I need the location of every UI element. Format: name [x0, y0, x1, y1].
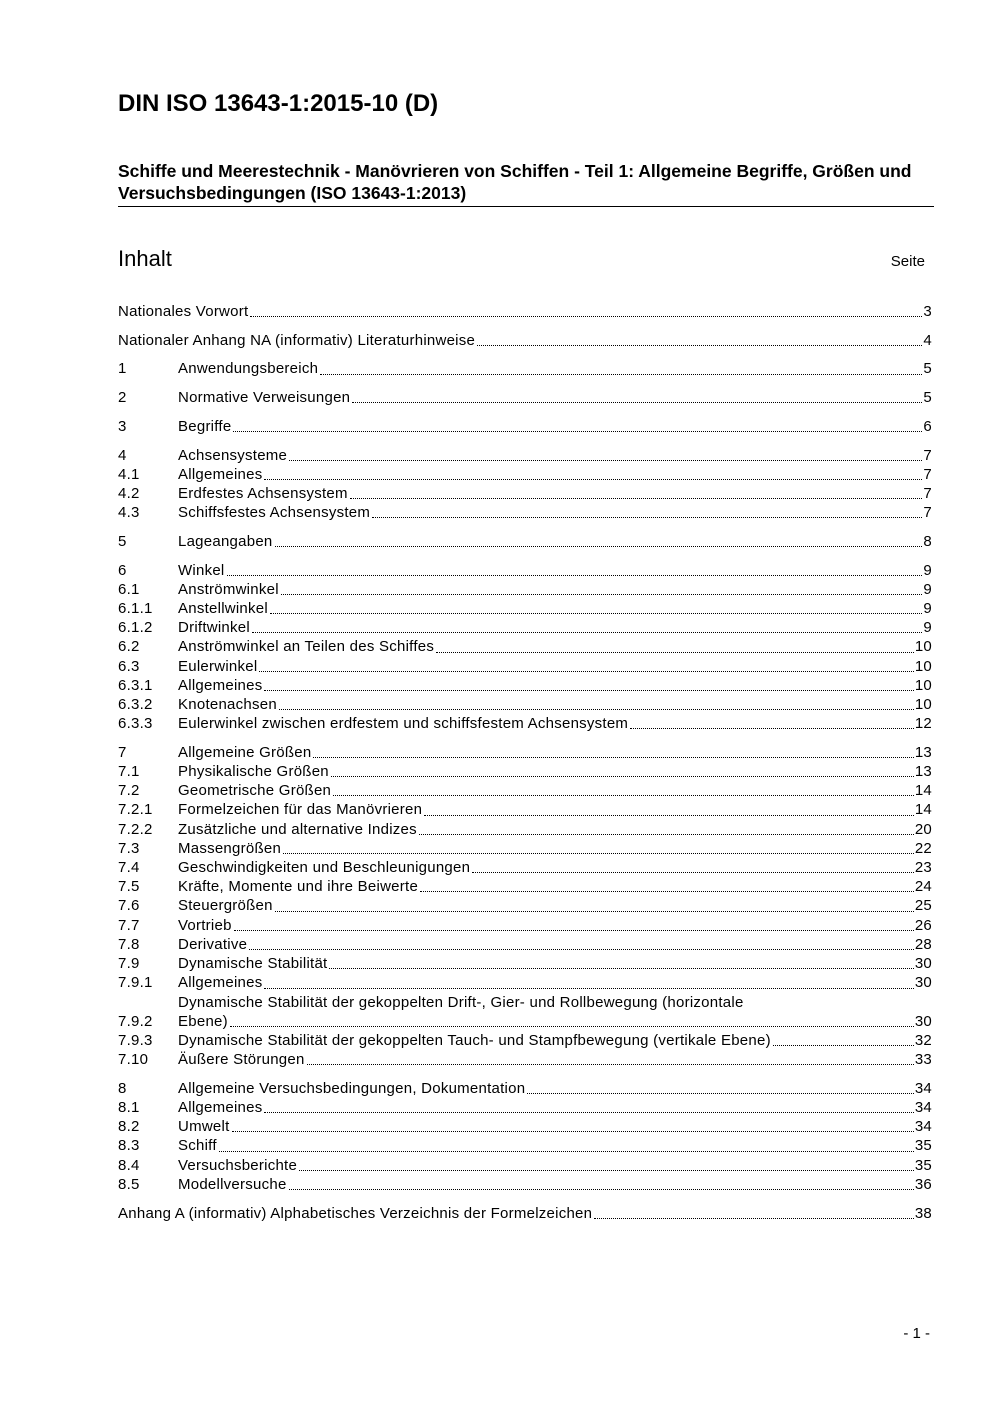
toc-leader-dots — [270, 613, 922, 614]
toc-entry[interactable] — [118, 532, 932, 551]
toc-entry[interactable] — [118, 561, 932, 580]
toc-entry-page: 22 — [914, 839, 932, 857]
toc-entry-number: 6.2 — [118, 638, 140, 656]
toc-entry-number: 7.8 — [118, 935, 140, 953]
toc-entry-page: 36 — [914, 1175, 932, 1193]
toc-leader-dots — [289, 1189, 914, 1190]
toc-entry-page: 14 — [914, 801, 932, 819]
toc-section-group — [118, 359, 932, 378]
toc-entry-title: Lageangaben — [178, 532, 273, 550]
toc-section-group — [118, 743, 932, 1069]
toc-entry[interactable] — [118, 1031, 932, 1050]
toc-entry-page: 12 — [914, 715, 932, 733]
toc-entry-title: Dynamische Stabilität der gekoppelten Drift-, Gier- und Rollbewegung (horizontale — [178, 993, 744, 1011]
toc-entry-page: 7 — [923, 504, 932, 522]
toc-entry[interactable] — [118, 695, 932, 714]
toc-leader-dots — [249, 949, 914, 950]
toc-entry-page: 30 — [914, 974, 932, 992]
toc-entry[interactable] — [118, 916, 932, 935]
toc-leader-dots — [252, 632, 922, 633]
toc-entry-number: 7.9.1 — [118, 974, 153, 992]
toc-entry-number: 8.2 — [118, 1118, 140, 1136]
toc-section-group — [118, 302, 932, 321]
toc-leader-dots — [773, 1045, 914, 1046]
toc-leader-dots — [250, 316, 922, 317]
toc-leader-dots — [350, 498, 923, 499]
toc-entry-page: 25 — [914, 897, 932, 915]
toc-entry-number: 6.3.2 — [118, 695, 153, 713]
toc-leader-dots — [299, 1170, 914, 1171]
toc-entry-page: 20 — [914, 820, 932, 838]
toc-leader-dots — [419, 834, 914, 835]
toc-entry[interactable] — [118, 714, 932, 733]
toc-entry-page: 9 — [923, 580, 932, 598]
toc-entry[interactable] — [118, 954, 932, 973]
toc-leader-dots — [275, 546, 923, 547]
toc-entry-page: 9 — [923, 599, 932, 617]
toc-entry[interactable] — [118, 781, 932, 800]
toc-entry[interactable] — [118, 657, 932, 676]
toc-entry-number: 5 — [118, 532, 127, 550]
toc-leader-dots — [259, 671, 913, 672]
toc-entry-number: 8.5 — [118, 1175, 140, 1193]
toc-entry[interactable] — [118, 1175, 932, 1194]
toc-entry-page: 7 — [923, 465, 932, 483]
toc-entry-number: 2 — [118, 389, 127, 407]
toc-entry-title: Massengrößen — [178, 839, 282, 857]
toc-entry-title: Anströmwinkel — [178, 580, 279, 598]
toc-leader-dots — [219, 1151, 914, 1152]
toc-entry-title: Derivative — [178, 935, 248, 953]
toc-entry-title: Anstellwinkel — [178, 599, 268, 617]
toc-entry-page: 10 — [914, 638, 932, 656]
toc-entry-title: Dynamische Stabilität — [178, 955, 328, 973]
toc-entry-page: 10 — [914, 657, 932, 675]
toc-entry[interactable] — [118, 858, 932, 877]
toc-entry-title: Modellversuche — [178, 1175, 287, 1193]
toc-section-group — [118, 1079, 932, 1194]
toc-leader-dots — [313, 757, 913, 758]
toc-entry-title: Äußere Störungen — [178, 1051, 305, 1069]
toc-entry[interactable] — [118, 618, 932, 637]
toc-leader-dots — [372, 517, 922, 518]
toc-entry-title: Vortrieb — [178, 916, 232, 934]
toc-entry-page: 4 — [923, 331, 932, 349]
toc-entry-page: 30 — [914, 955, 932, 973]
toc-entry-title: Allgemeine Größen — [178, 743, 312, 761]
toc-entry-number: 6.3.1 — [118, 676, 153, 694]
toc-entry-number: 7 — [118, 743, 127, 761]
toc-entry-page: 24 — [914, 878, 932, 896]
toc-entry-number: 6.1.2 — [118, 619, 153, 637]
toc-leader-dots — [472, 872, 914, 873]
toc-entry[interactable] — [118, 762, 932, 781]
toc-leader-dots — [230, 1026, 914, 1027]
table-of-contents — [118, 302, 932, 1232]
toc-leader-dots — [333, 795, 914, 796]
toc-entry-title: Geschwindigkeiten und Beschleunigungen — [178, 859, 471, 877]
toc-entry[interactable] — [118, 743, 932, 762]
toc-entry-title: Nationaler Anhang NA (informativ) Literaturhinweise — [118, 331, 476, 349]
toc-entry-title: Normative Verweisungen — [178, 389, 351, 407]
toc-entry-page: 34 — [914, 1099, 932, 1117]
toc-entry-title: Knotenachsen — [178, 695, 277, 713]
toc-entry-number: 4 — [118, 446, 127, 464]
toc-entry[interactable] — [118, 896, 932, 915]
toc-heading: Inhalt — [118, 246, 172, 271]
toc-leader-dots — [281, 594, 923, 595]
toc-leader-dots — [234, 930, 914, 931]
toc-leader-dots — [233, 431, 922, 432]
toc-entry[interactable] — [118, 388, 932, 407]
toc-entry-page: 34 — [914, 1118, 932, 1136]
toc-leader-dots — [424, 815, 914, 816]
toc-section-group — [118, 561, 932, 734]
toc-entry-number: 7.10 — [118, 1051, 149, 1069]
toc-entry[interactable] — [118, 302, 932, 321]
toc-entry-title: Anhang A (informativ) Alphabetisches Verzeichnis der Formelzeichen — [118, 1204, 593, 1222]
toc-entry-title: Kräfte, Momente und ihre Beiwerte — [178, 878, 419, 896]
toc-leader-dots — [320, 374, 922, 375]
toc-leader-dots — [264, 1112, 913, 1113]
toc-entry-title: Achsensysteme — [178, 446, 288, 464]
title-divider — [118, 206, 934, 207]
toc-entry-number: 7.9.2 — [118, 1012, 153, 1030]
toc-entry-number: 6 — [118, 561, 127, 579]
toc-entry-title: Nationales Vorwort — [118, 303, 249, 320]
page-number: - 1 - — [903, 1325, 930, 1342]
document-title: DIN ISO 13643-1:2015-10 (D) — [118, 90, 439, 117]
toc-entry[interactable] — [118, 973, 932, 992]
toc-entry-page: 7 — [923, 484, 932, 502]
toc-entry-title: Eulerwinkel zwischen erdfestem und schiffsfestem Achsensystem — [178, 715, 629, 733]
toc-leader-dots — [264, 479, 922, 480]
toc-entry[interactable] — [118, 800, 932, 819]
toc-entry-number: 7.1 — [118, 763, 140, 781]
toc-entry-title: Allgemeines — [178, 974, 263, 992]
toc-leader-dots — [275, 911, 914, 912]
toc-entry-number: 6.1.1 — [118, 599, 153, 617]
toc-leader-dots — [477, 345, 922, 346]
toc-entry-page: 28 — [914, 935, 932, 953]
toc-entry[interactable] — [118, 331, 932, 350]
toc-entry-page: 32 — [914, 1031, 932, 1049]
toc-entry-page: 9 — [923, 561, 932, 579]
toc-entry-title: Allgemeines — [178, 465, 263, 483]
toc-entry-number: 6.3 — [118, 657, 140, 675]
toc-leader-dots — [264, 988, 913, 989]
toc-entry[interactable] — [118, 839, 932, 858]
toc-section-group — [118, 1204, 932, 1223]
toc-leader-dots — [283, 853, 914, 854]
toc-section-group — [118, 532, 932, 551]
toc-entry[interactable] — [118, 503, 932, 522]
toc-entry-page: 33 — [914, 1051, 932, 1069]
toc-entry-page: 23 — [914, 859, 932, 877]
toc-entry-number: 8 — [118, 1079, 127, 1097]
toc-entry-title: Anwendungsbereich — [178, 360, 319, 378]
toc-section-group — [118, 417, 932, 436]
toc-entry-number: 4.2 — [118, 484, 140, 502]
toc-entry-page: 26 — [914, 916, 932, 934]
toc-entry[interactable] — [118, 993, 932, 1031]
toc-entry-page: 34 — [914, 1079, 932, 1097]
toc-page-column-label: Seite — [890, 253, 925, 270]
toc-leader-dots — [329, 968, 913, 969]
toc-entry[interactable] — [118, 1204, 932, 1223]
toc-entry[interactable] — [118, 1117, 932, 1136]
toc-leader-dots — [436, 652, 914, 653]
toc-entry-title-continuation: Ebene) — [178, 1012, 228, 1030]
toc-leader-dots — [420, 891, 914, 892]
toc-entry[interactable] — [118, 1050, 932, 1069]
toc-entry-number: 7.5 — [118, 878, 140, 896]
toc-section-group — [118, 388, 932, 407]
toc-entry[interactable] — [118, 599, 932, 618]
toc-entry-page: 6 — [923, 417, 932, 435]
toc-leader-dots — [594, 1218, 914, 1219]
toc-entry-number: 7.2 — [118, 782, 140, 800]
toc-entry[interactable] — [118, 359, 932, 378]
toc-leader-dots — [227, 575, 923, 576]
toc-entry-number: 7.2.2 — [118, 820, 153, 838]
toc-entry-number: 7.7 — [118, 916, 140, 934]
toc-entry-title: Anströmwinkel an Teilen des Schiffes — [178, 638, 435, 656]
toc-entry-number: 7.9.3 — [118, 1031, 153, 1049]
toc-entry-page: 35 — [914, 1137, 932, 1155]
toc-entry-page: 3 — [923, 303, 932, 320]
toc-entry-title: Begriffe — [178, 417, 232, 435]
toc-entry-page: 8 — [923, 532, 932, 550]
toc-entry-number: 6.3.3 — [118, 715, 153, 733]
toc-entry-title: Schiff — [178, 1137, 217, 1155]
toc-entry-page: 30 — [914, 1012, 932, 1030]
toc-leader-dots — [630, 728, 914, 729]
toc-leader-dots — [232, 1131, 914, 1132]
document-subtitle: Schiffe und Meerestechnik - Manövrieren von Schiffen - Teil 1: Allgemeine Begriffe, Größen und Versuchsbedingungen (ISO 13643-1:2013) — [118, 161, 912, 203]
toc-entry[interactable] — [118, 580, 932, 599]
toc-leader-dots — [279, 709, 914, 710]
toc-entry-number: 7.4 — [118, 859, 140, 877]
toc-entry-number: 1 — [118, 360, 127, 378]
toc-entry-title: Formelzeichen für das Manövrieren — [178, 801, 423, 819]
toc-entry-title: Steuergrößen — [178, 897, 273, 915]
toc-entry-title: Allgemeine Versuchsbedingungen, Dokumentation — [178, 1079, 526, 1097]
toc-entry[interactable] — [118, 676, 932, 695]
toc-entry[interactable] — [118, 417, 932, 436]
toc-entry[interactable] — [118, 446, 932, 465]
toc-entry-page: 13 — [914, 763, 932, 781]
toc-leader-dots — [352, 402, 922, 403]
toc-entry-title: Allgemeines — [178, 1099, 263, 1117]
toc-leader-dots — [289, 460, 922, 461]
toc-entry-page: 7 — [923, 446, 932, 464]
toc-entry[interactable] — [118, 484, 932, 503]
toc-entry[interactable] — [118, 935, 932, 954]
toc-entry-title: Erdfestes Achsensystem — [178, 484, 348, 502]
toc-entry-number: 7.6 — [118, 897, 140, 915]
toc-entry-title: Driftwinkel — [178, 619, 250, 637]
toc-entry-number: 8.1 — [118, 1099, 140, 1117]
toc-entry-title: Geometrische Größen — [178, 782, 332, 800]
toc-entry-page: 10 — [914, 676, 932, 694]
toc-entry-page: 5 — [923, 360, 932, 378]
toc-entry-title: Dynamische Stabilität der gekoppelten Tauch- und Stampfbewegung (vertikale Ebene) — [178, 1031, 771, 1049]
toc-entry[interactable] — [118, 1079, 932, 1098]
toc-entry[interactable] — [118, 1136, 932, 1155]
toc-entry[interactable] — [118, 820, 932, 839]
toc-entry-page: 38 — [914, 1204, 932, 1222]
toc-section-group — [118, 446, 932, 523]
toc-entry-number: 8.4 — [118, 1156, 140, 1174]
toc-entry-number: 4.3 — [118, 504, 140, 522]
toc-leader-dots — [264, 690, 913, 691]
toc-entry-page: 14 — [914, 782, 932, 800]
toc-entry-number: 6.1 — [118, 580, 140, 598]
toc-entry-title-continuation-line — [178, 1012, 932, 1031]
toc-entry[interactable] — [118, 465, 932, 484]
toc-leader-dots — [331, 776, 914, 777]
toc-entry-title: Eulerwinkel — [178, 657, 258, 675]
toc-entry-title: Zusätzliche und alternative Indizes — [178, 820, 417, 838]
toc-entry[interactable] — [118, 877, 932, 896]
toc-entry[interactable] — [118, 1098, 932, 1117]
toc-entry[interactable] — [118, 1156, 932, 1175]
toc-entry-title: Physikalische Größen — [178, 763, 329, 781]
toc-entry-page: 9 — [923, 619, 932, 637]
toc-entry-page: 13 — [914, 743, 932, 761]
toc-entry-number: 7.3 — [118, 839, 140, 857]
toc-section-group — [118, 331, 932, 350]
toc-entry[interactable] — [118, 637, 932, 656]
toc-entry-number: 8.3 — [118, 1137, 140, 1155]
toc-entry-title: Schiffsfestes Achsensystem — [178, 504, 371, 522]
toc-entry-page: 10 — [914, 695, 932, 713]
toc-entry-title: Umwelt — [178, 1118, 230, 1136]
toc-leader-dots — [527, 1093, 914, 1094]
toc-entry-page: 35 — [914, 1156, 932, 1174]
toc-entry-title: Winkel — [178, 561, 225, 579]
toc-entry-title: Versuchsberichte — [178, 1156, 298, 1174]
toc-entry-title: Allgemeines — [178, 676, 263, 694]
toc-entry-number: 3 — [118, 417, 127, 435]
toc-leader-dots — [307, 1064, 914, 1065]
toc-entry-number: 7.9 — [118, 955, 140, 973]
toc-entry-page: 5 — [923, 389, 932, 407]
toc-entry-number: 7.2.1 — [118, 801, 153, 819]
toc-entry-number: 4.1 — [118, 465, 140, 483]
